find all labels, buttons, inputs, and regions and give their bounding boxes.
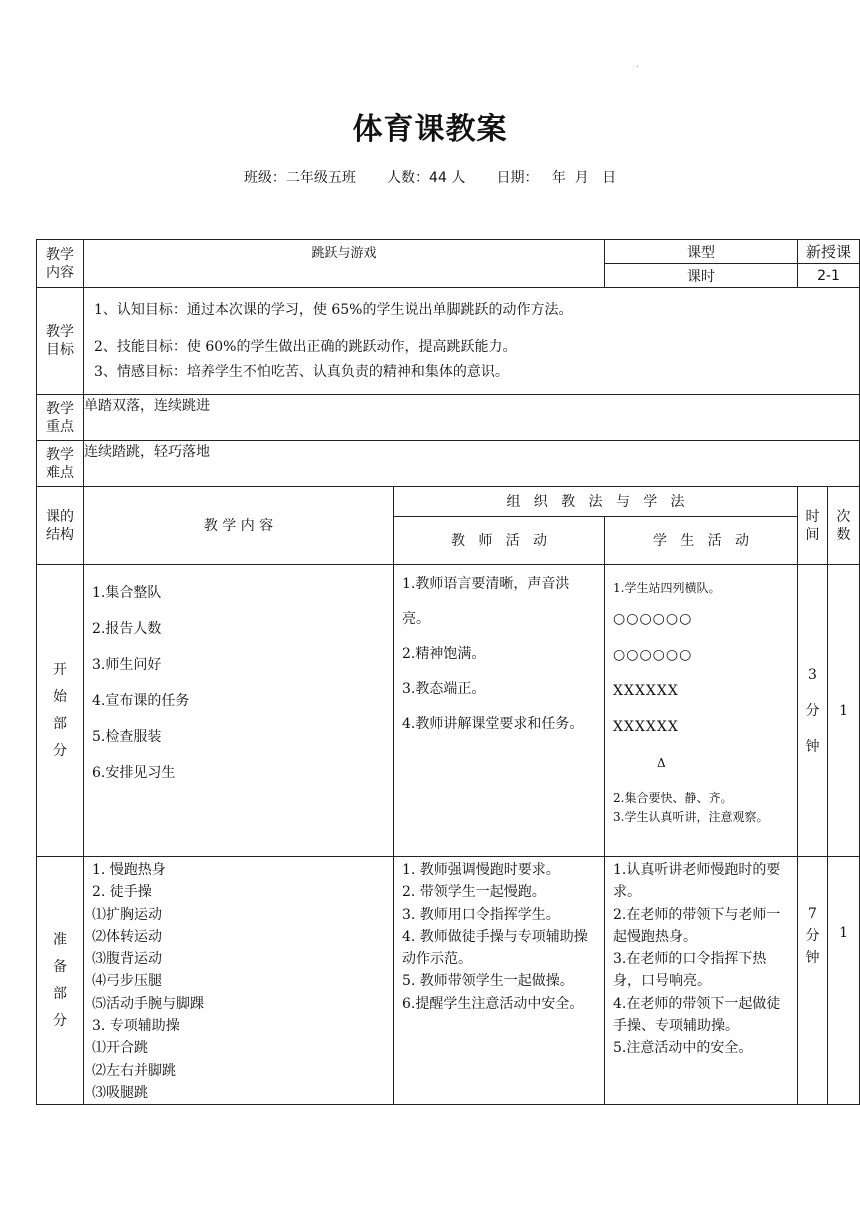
teacher-item: 1.教师语言要清晰，声音洪亮。: [402, 576, 570, 627]
goals-label: 教学目标: [37, 288, 84, 395]
content-header: 教 学 内 容: [84, 487, 394, 565]
key-value: 单踏双落，连续跳进: [84, 395, 860, 441]
student-note: 3.学生认真听讲，注意观察。: [613, 810, 769, 824]
formation-row: ○○○○○○: [613, 647, 693, 663]
teacher-item: 5. 教师带领学生一起做操。: [402, 973, 574, 990]
goal-item: 2、技能目标：使 60%的学生做出正确的跳跃动作，提高跳跃能力。: [94, 339, 517, 355]
teacher-item: 4. 教师做徒手操与专项辅助操动作示范。: [402, 928, 588, 968]
student-header: 学 生 活 动: [605, 517, 798, 565]
student-activity: [605, 565, 798, 857]
content-label: 教学内容: [37, 240, 84, 288]
content-item: 1. 慢跑热身: [92, 862, 166, 878]
teacher-position-mark: Δ: [657, 756, 667, 770]
content-item: ⑵左右并脚跳: [92, 1062, 176, 1079]
content-item: ⑴开合跳: [92, 1040, 148, 1057]
student-intro: 1.学生站四列横队。: [613, 581, 721, 595]
goal-item: 1、认知目标：通过本次课的学习，使 65%的学生说出单脚跳跃的动作方法。: [94, 302, 573, 318]
content-item: ⑴扩胸运动: [92, 906, 162, 923]
content-item: 5.检查服装: [92, 729, 162, 745]
content-item: 3. 专项辅助操: [92, 1018, 180, 1035]
student-activity: [605, 857, 798, 1105]
teacher-item: 6.提醒学生注意活动中安全。: [402, 995, 584, 1012]
section-name: 开始部分: [37, 565, 84, 857]
student-item: 4.在老师的带领下一起做徒手操、专项辅助操。: [613, 995, 781, 1035]
org-header: 组 织 教 法 与 学 法: [394, 487, 798, 517]
header-dot: .: [636, 60, 639, 69]
teacher-item: 3. 教师用口令指挥学生。: [402, 906, 560, 923]
section-count: 1: [828, 565, 860, 857]
page-title: 体育课教案: [352, 112, 508, 147]
content-item: 2. 徒手操: [92, 884, 152, 901]
teacher-item: 2.精神饱满。: [402, 646, 486, 662]
section-count: 1: [828, 857, 860, 1105]
teacher-item: 2. 带领学生一起慢跑。: [402, 884, 546, 901]
content-item: ⑷弓步压腿: [92, 973, 162, 990]
student-note: 2.集合要快、静、齐。: [613, 791, 733, 805]
goal-item: 3、情感目标：培养学生不怕吃苦、认真负责的精神和集体的意识。: [94, 364, 509, 380]
section-name: 准备部分: [37, 857, 84, 1105]
content-item: ⑸活动手腕与脚踝: [92, 995, 204, 1012]
section-time: 3 分 钟: [798, 565, 828, 857]
content-item: 2.报告人数: [92, 621, 162, 637]
content-item: ⑶腹背运动: [92, 951, 162, 968]
content-item: 3.师生问好: [92, 657, 162, 673]
content-item: ⑶吸腿跳: [92, 1084, 148, 1101]
student-item: 2.在老师的带领下与老师一起慢跑热身。: [613, 906, 781, 945]
difficulty-label: 教学难点: [37, 441, 84, 487]
teacher-header: 教 师 活 动: [394, 517, 605, 565]
teacher-item: 1. 教师强调慢跑时要求。: [402, 862, 560, 878]
teacher-item: 4.教师讲解课堂要求和任务。: [402, 716, 584, 732]
section-row-start: [37, 565, 860, 857]
difficulty-value: 连续踏跳，轻巧落地: [84, 441, 860, 487]
section-row-prepare: [37, 857, 860, 1105]
teacher-item: 3.教态端正。: [402, 681, 486, 697]
structure-header: 课的结构: [37, 487, 84, 565]
content-value: 跳跃与游戏: [84, 240, 605, 288]
student-item: 1.认真听讲老师慢跑时的要求。: [613, 862, 781, 901]
lesson-plan-table: [36, 239, 860, 1105]
key-label: 教学重点: [37, 395, 84, 441]
content-item: 6.安排见习生: [92, 765, 176, 781]
content-item: 4.宣布课的任务: [92, 693, 190, 709]
student-item: 3.在老师的口令指挥下热身，口号响亮。: [613, 951, 767, 990]
teacher-activity: [394, 857, 605, 1105]
class-meta: 班级：二年级五班 人数：44 人 日期： 年 月 日: [243, 170, 617, 186]
count-header: 次数: [828, 487, 860, 565]
section-content: [84, 565, 394, 857]
formation-diagram: [613, 601, 789, 781]
student-item: 5.注意活动中的安全。: [613, 1040, 753, 1057]
section-time: 7 分 钟: [798, 857, 828, 1105]
content-item: ⑵体转运动: [92, 928, 162, 945]
content-item: 1.集合整队: [92, 585, 162, 601]
time-header: 时间: [798, 487, 828, 565]
type-label: 课型: [605, 240, 798, 264]
period-label: 课时: [605, 264, 798, 288]
period-value: 2-1: [798, 264, 860, 288]
type-value: 新授课: [798, 240, 860, 264]
formation-row: XXXXXX: [613, 683, 679, 699]
formation-row: XXXXXX: [613, 719, 679, 735]
goals-cell: [84, 288, 860, 395]
formation-row: ○○○○○○: [613, 611, 693, 627]
section-content: [84, 857, 394, 1105]
teacher-activity: [394, 565, 605, 857]
